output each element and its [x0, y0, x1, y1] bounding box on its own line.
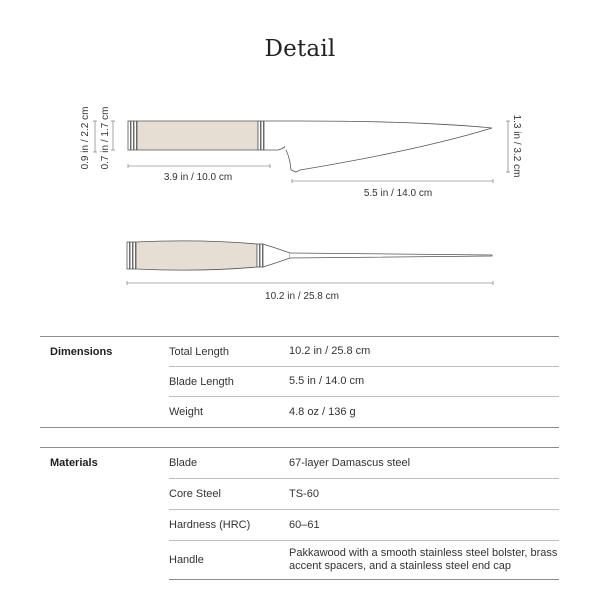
materials-group: [40, 448, 559, 580]
spec-value: 5.5 in / 14.0 cm: [289, 375, 365, 387]
spec-value: 4.8 oz / 136 g: [289, 405, 356, 418]
spec-row: [169, 541, 559, 580]
spec-key: Weight: [169, 406, 204, 418]
spec-row: [169, 337, 559, 367]
spec-table: [40, 336, 559, 580]
spec-row: [169, 510, 559, 541]
handle-height-label: 0.7 in / 1.7 cm: [100, 106, 111, 170]
knife-side-view: [128, 121, 492, 172]
handle-length-label: 3.9 in / 10.0 cm: [163, 172, 233, 183]
spec-key: Blade: [169, 457, 198, 469]
spec-key: Total Length: [169, 345, 229, 358]
spec-key: Handle: [169, 554, 204, 566]
spec-value: TS-60: [289, 487, 319, 500]
total-length-label: 10.2 in / 25.8 cm: [265, 291, 339, 302]
page-title: Detail: [264, 36, 336, 62]
spec-value: Pakkawood with a smooth stainless steel bolster, brass accent spacers, and a stainless steel end cap: [289, 547, 558, 572]
total-dimension-line: [127, 281, 493, 285]
dimensions-label: Dimensions: [50, 346, 113, 358]
dimensions-group: [40, 336, 559, 427]
butt-height-label: 0.9 in / 2.2 cm: [80, 106, 91, 170]
spec-row: [169, 397, 559, 427]
blade-length-label: 5.5 in / 14.0 cm: [363, 188, 433, 199]
blade-height-label: 1.3 in / 3.2 cm: [511, 114, 522, 178]
spec-row: [169, 367, 559, 397]
spec-key: Core Steel: [169, 488, 221, 500]
spec-value: 67-layer Damascus steel: [289, 456, 411, 469]
spec-key: Blade Length: [169, 375, 234, 388]
spec-key: Hardness (HRC): [169, 519, 251, 531]
spec-row: [169, 448, 559, 479]
spec-value: 10.2 in / 25.8 cm: [289, 345, 371, 357]
spec-value: 60–61: [289, 518, 320, 531]
materials-label: Materials: [50, 457, 98, 469]
section-divider: [40, 427, 559, 448]
spec-row: [169, 479, 559, 510]
knife-top-view: [127, 241, 492, 270]
